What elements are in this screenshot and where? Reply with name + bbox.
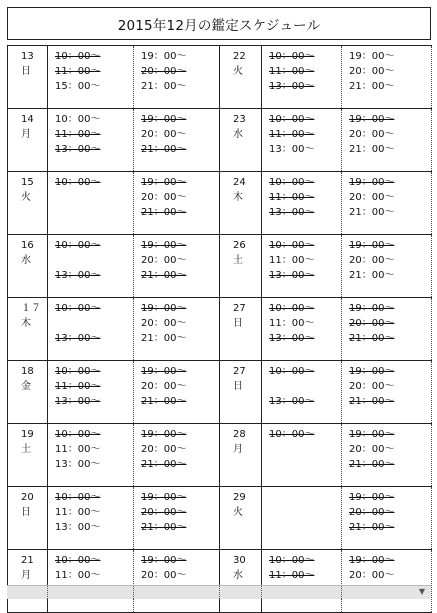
time-slot-booked: 11：00〜: [269, 66, 315, 77]
time-slot-booked: 11：00〜: [55, 129, 101, 140]
weekday-label: 月: [21, 570, 31, 581]
time-slot-booked: 19：00〜: [349, 429, 395, 440]
day-number: 14: [21, 114, 34, 125]
evening-slots-cell: [134, 109, 220, 172]
schedule-row: [8, 109, 432, 172]
weekday-label: 火: [21, 192, 31, 203]
time-slot-booked: 13：00〜: [55, 396, 101, 407]
time-slot-open: 11：00〜: [269, 318, 315, 329]
time-slot-booked: 19：00〜: [141, 303, 187, 314]
date-cell: [8, 361, 48, 424]
weekday-label: 土: [233, 255, 243, 266]
time-slot-booked: 19：00〜: [349, 177, 395, 188]
time-slot-booked: 13：00〜: [269, 207, 315, 218]
time-slot-booked: 21：00〜: [141, 270, 187, 281]
time-slot-open: 20：00〜: [349, 570, 395, 581]
evening-slots-cell: [134, 487, 220, 550]
daytime-slots-cell: [48, 487, 134, 550]
evening-slots-cell: [134, 46, 220, 109]
daytime-slots-cell: [262, 550, 342, 613]
schedule-row: [8, 487, 432, 550]
strip-divider: [219, 586, 220, 599]
weekday-label: 木: [21, 318, 31, 329]
daytime-slots-cell: [262, 424, 342, 487]
time-slot-booked: 19：00〜: [141, 366, 187, 377]
daytime-slots-cell: [48, 550, 134, 613]
daytime-slots-cell: [48, 172, 134, 235]
time-slot-booked: 10：00〜: [269, 366, 315, 377]
day-number: 22: [233, 51, 246, 62]
time-slot-open: 20：00〜: [349, 381, 395, 392]
schedule-row: [8, 424, 432, 487]
time-slot-booked: 13：00〜: [269, 81, 315, 92]
day-number: 23: [233, 114, 246, 125]
time-slot-booked: 21：00〜: [141, 396, 187, 407]
time-slot-booked: 19：00〜: [141, 555, 187, 566]
evening-slots-cell: [342, 424, 432, 487]
strip-divider: [133, 586, 134, 599]
time-slot-booked: 21：00〜: [349, 459, 395, 470]
time-slot-open: 20：00〜: [141, 570, 187, 581]
date-cell: [8, 235, 48, 298]
day-number: 16: [21, 240, 34, 251]
time-slot-open: 15：00〜: [55, 81, 101, 92]
time-slot-booked: 10：00〜: [55, 51, 101, 62]
weekday-label: 火: [233, 507, 243, 518]
time-slot-open: 20：00〜: [141, 129, 187, 140]
time-slot-booked: 10：00〜: [55, 492, 101, 503]
time-slot-booked: 10：00〜: [269, 429, 315, 440]
time-slot-booked: 19：00〜: [141, 114, 187, 125]
time-slot-booked: 11：00〜: [269, 192, 315, 203]
day-number: 26: [233, 240, 246, 251]
day-number: 13: [21, 51, 34, 62]
weekday-label: 水: [233, 129, 243, 140]
weekday-label: 日: [233, 381, 243, 392]
time-slot-booked: 20：00〜: [349, 318, 395, 329]
weekday-label: 水: [21, 255, 31, 266]
strip-divider: [47, 586, 48, 599]
time-slot-booked: 10：00〜: [55, 429, 101, 440]
time-slot-booked: 11：00〜: [269, 570, 315, 581]
date-cell: [8, 487, 48, 550]
time-slot-booked: 20：00〜: [349, 507, 395, 518]
date-cell: [220, 487, 262, 550]
day-number: 24: [233, 177, 246, 188]
time-slot-booked: 21：00〜: [349, 396, 395, 407]
daytime-slots-cell: [48, 424, 134, 487]
schedule-table: [7, 45, 432, 613]
evening-slots-cell: [134, 424, 220, 487]
day-number: １７: [21, 303, 41, 314]
time-slot-booked: 19：00〜: [141, 429, 187, 440]
time-slot-booked: 13：00〜: [55, 144, 101, 155]
time-slot-open: 20：00〜: [141, 444, 187, 455]
daytime-slots-cell: [262, 361, 342, 424]
evening-slots-cell: [134, 550, 220, 613]
time-slot-open: 20：00〜: [141, 192, 187, 203]
time-slot-booked: 10：00〜: [55, 303, 101, 314]
date-cell: [220, 46, 262, 109]
daytime-slots-cell: [48, 298, 134, 361]
weekday-label: 日: [233, 318, 243, 329]
date-cell: [8, 109, 48, 172]
time-slot-open: 11：00〜: [55, 507, 101, 518]
time-slot-booked: 21：00〜: [349, 522, 395, 533]
weekday-label: 金: [21, 381, 31, 392]
time-slot-booked: 21：00〜: [349, 333, 395, 344]
evening-slots-cell: [134, 172, 220, 235]
daytime-slots-cell: [262, 46, 342, 109]
time-slot-booked: 13：00〜: [55, 270, 101, 281]
time-slot-booked: 19：00〜: [141, 492, 187, 503]
time-slot-booked: 19：00〜: [349, 366, 395, 377]
time-slot-open: 20：00〜: [349, 444, 395, 455]
time-slot-open: 20：00〜: [349, 192, 395, 203]
time-slot-open: 21：00〜: [141, 81, 187, 92]
daytime-slots-cell: [48, 361, 134, 424]
time-slot-booked: 21：00〜: [141, 144, 187, 155]
schedule-body: [8, 46, 432, 613]
evening-slots-cell: [134, 298, 220, 361]
evening-slots-cell: [134, 361, 220, 424]
day-number: 27: [233, 303, 246, 314]
daytime-slots-cell: [262, 172, 342, 235]
day-number: 21: [21, 555, 34, 566]
date-cell: [220, 298, 262, 361]
time-slot-open: 13：00〜: [269, 144, 315, 155]
weekday-label: 土: [21, 444, 31, 455]
date-cell: [220, 235, 262, 298]
day-number: 15: [21, 177, 34, 188]
time-slot-open: 20：00〜: [349, 66, 395, 77]
strip-divider: [341, 586, 342, 599]
date-cell: [220, 424, 262, 487]
time-slot-open: [269, 379, 341, 394]
time-slot-open: 20：00〜: [349, 129, 395, 140]
day-number: 28: [233, 429, 246, 440]
daytime-slots-cell: [262, 487, 342, 550]
evening-slots-cell: [342, 487, 432, 550]
evening-slots-cell: [342, 46, 432, 109]
time-slot-booked: 10：00〜: [269, 240, 315, 251]
daytime-slots-cell: [262, 235, 342, 298]
time-slot-booked: 21：00〜: [141, 459, 187, 470]
date-cell: [8, 298, 48, 361]
time-slot-open: [55, 253, 133, 268]
time-slot-booked: 13：00〜: [269, 270, 315, 281]
evening-slots-cell: [342, 109, 432, 172]
time-slot-booked: 21：00〜: [141, 522, 187, 533]
daytime-slots-cell: [262, 109, 342, 172]
day-number: 27: [233, 366, 246, 377]
time-slot-open: 21：00〜: [349, 144, 395, 155]
evening-slots-cell: [342, 235, 432, 298]
time-slot-open: [55, 205, 133, 220]
time-slot-booked: 19：00〜: [349, 114, 395, 125]
time-slot-booked: 20：00〜: [141, 507, 187, 518]
time-slot-open: 20：00〜: [141, 255, 187, 266]
time-slot-open: [269, 505, 341, 520]
strip-divider: [261, 586, 262, 599]
time-slot-open: 21：00〜: [349, 81, 395, 92]
date-cell: [220, 361, 262, 424]
date-cell: [8, 550, 48, 613]
time-slot-booked: 13：00〜: [55, 333, 101, 344]
date-cell: [8, 424, 48, 487]
time-slot-booked: 10：00〜: [269, 177, 315, 188]
time-slot-booked: 10：00〜: [55, 366, 101, 377]
time-slot-open: [269, 457, 341, 472]
schedule-row: [8, 361, 432, 424]
date-cell: [220, 172, 262, 235]
weekday-label: 月: [21, 129, 31, 140]
time-slot-booked: 11：00〜: [55, 66, 101, 77]
dropdown-arrow-icon[interactable]: ▼: [418, 587, 426, 596]
time-slot-open: [269, 520, 341, 535]
time-slot-open: 11：00〜: [55, 444, 101, 455]
time-slot-open: 20：00〜: [349, 255, 395, 266]
evening-slots-cell: [134, 235, 220, 298]
day-number: 18: [21, 366, 34, 377]
weekday-label: 月: [233, 444, 243, 455]
schedule-row: [8, 46, 432, 109]
time-slot-booked: 10：00〜: [55, 177, 101, 188]
day-number: 20: [21, 492, 34, 503]
time-slot-booked: 10：00〜: [269, 303, 315, 314]
daytime-slots-cell: [48, 109, 134, 172]
time-slot-open: [269, 490, 341, 505]
daytime-slots-cell: [48, 46, 134, 109]
schedule-row: [8, 298, 432, 361]
date-cell: [220, 109, 262, 172]
time-slot-booked: 20：00〜: [141, 66, 187, 77]
time-slot-booked: 13：00〜: [269, 396, 315, 407]
time-slot-open: [55, 316, 133, 331]
weekday-label: 日: [21, 66, 31, 77]
evening-slots-cell: [342, 361, 432, 424]
time-slot-booked: 19：00〜: [141, 240, 187, 251]
time-slot-open: 21：00〜: [349, 270, 395, 281]
evening-slots-cell: [342, 172, 432, 235]
time-slot-booked: 10：00〜: [55, 555, 101, 566]
time-slot-open: 11：00〜: [269, 255, 315, 266]
time-slot-open: 13：00〜: [55, 522, 101, 533]
date-cell: [8, 172, 48, 235]
time-slot-booked: 10：00〜: [55, 240, 101, 251]
schedule-row: [8, 235, 432, 298]
next-row-strip: [7, 585, 431, 599]
schedule-row: [8, 550, 432, 613]
weekday-label: 水: [233, 570, 243, 581]
weekday-label: 火: [233, 66, 243, 77]
date-cell: [8, 46, 48, 109]
time-slot-open: 20：00〜: [141, 381, 187, 392]
time-slot-booked: 19：00〜: [349, 492, 395, 503]
time-slot-booked: 11：00〜: [55, 381, 101, 392]
time-slot-open: 21：00〜: [349, 207, 395, 218]
day-number: 19: [21, 429, 34, 440]
time-slot-booked: 21：00〜: [141, 207, 187, 218]
day-number: 30: [233, 555, 246, 566]
evening-slots-cell: [342, 550, 432, 613]
time-slot-booked: 11：00〜: [269, 129, 315, 140]
schedule-row: [8, 172, 432, 235]
time-slot-booked: 19：00〜: [349, 240, 395, 251]
time-slot-open: [55, 190, 133, 205]
time-slot-open: 20：00〜: [141, 318, 187, 329]
time-slot-open: 21：00〜: [141, 333, 187, 344]
time-slot-booked: 10：00〜: [269, 114, 315, 125]
time-slot-booked: 10：00〜: [269, 555, 315, 566]
time-slot-open: 11：00〜: [55, 570, 101, 581]
day-number: 29: [233, 492, 246, 503]
time-slot-open: [269, 442, 341, 457]
time-slot-booked: 19：00〜: [349, 303, 395, 314]
daytime-slots-cell: [48, 235, 134, 298]
time-slot-open: 13：00〜: [55, 459, 101, 470]
schedule-sheet: [7, 7, 431, 596]
time-slot-open: 19：00〜: [141, 51, 187, 62]
date-cell: [220, 550, 262, 613]
weekday-label: 日: [21, 507, 31, 518]
time-slot-booked: 19：00〜: [141, 177, 187, 188]
time-slot-booked: 13：00〜: [269, 333, 315, 344]
time-slot-open: 19：00〜: [349, 51, 395, 62]
daytime-slots-cell: [262, 298, 342, 361]
evening-slots-cell: [342, 298, 432, 361]
time-slot-booked: 10：00〜: [269, 51, 315, 62]
time-slot-booked: 19：00〜: [349, 555, 395, 566]
time-slot-open: 10：00〜: [55, 114, 101, 125]
page-title: 2015年12月の鑑定スケジュール: [7, 7, 431, 40]
weekday-label: 木: [233, 192, 243, 203]
